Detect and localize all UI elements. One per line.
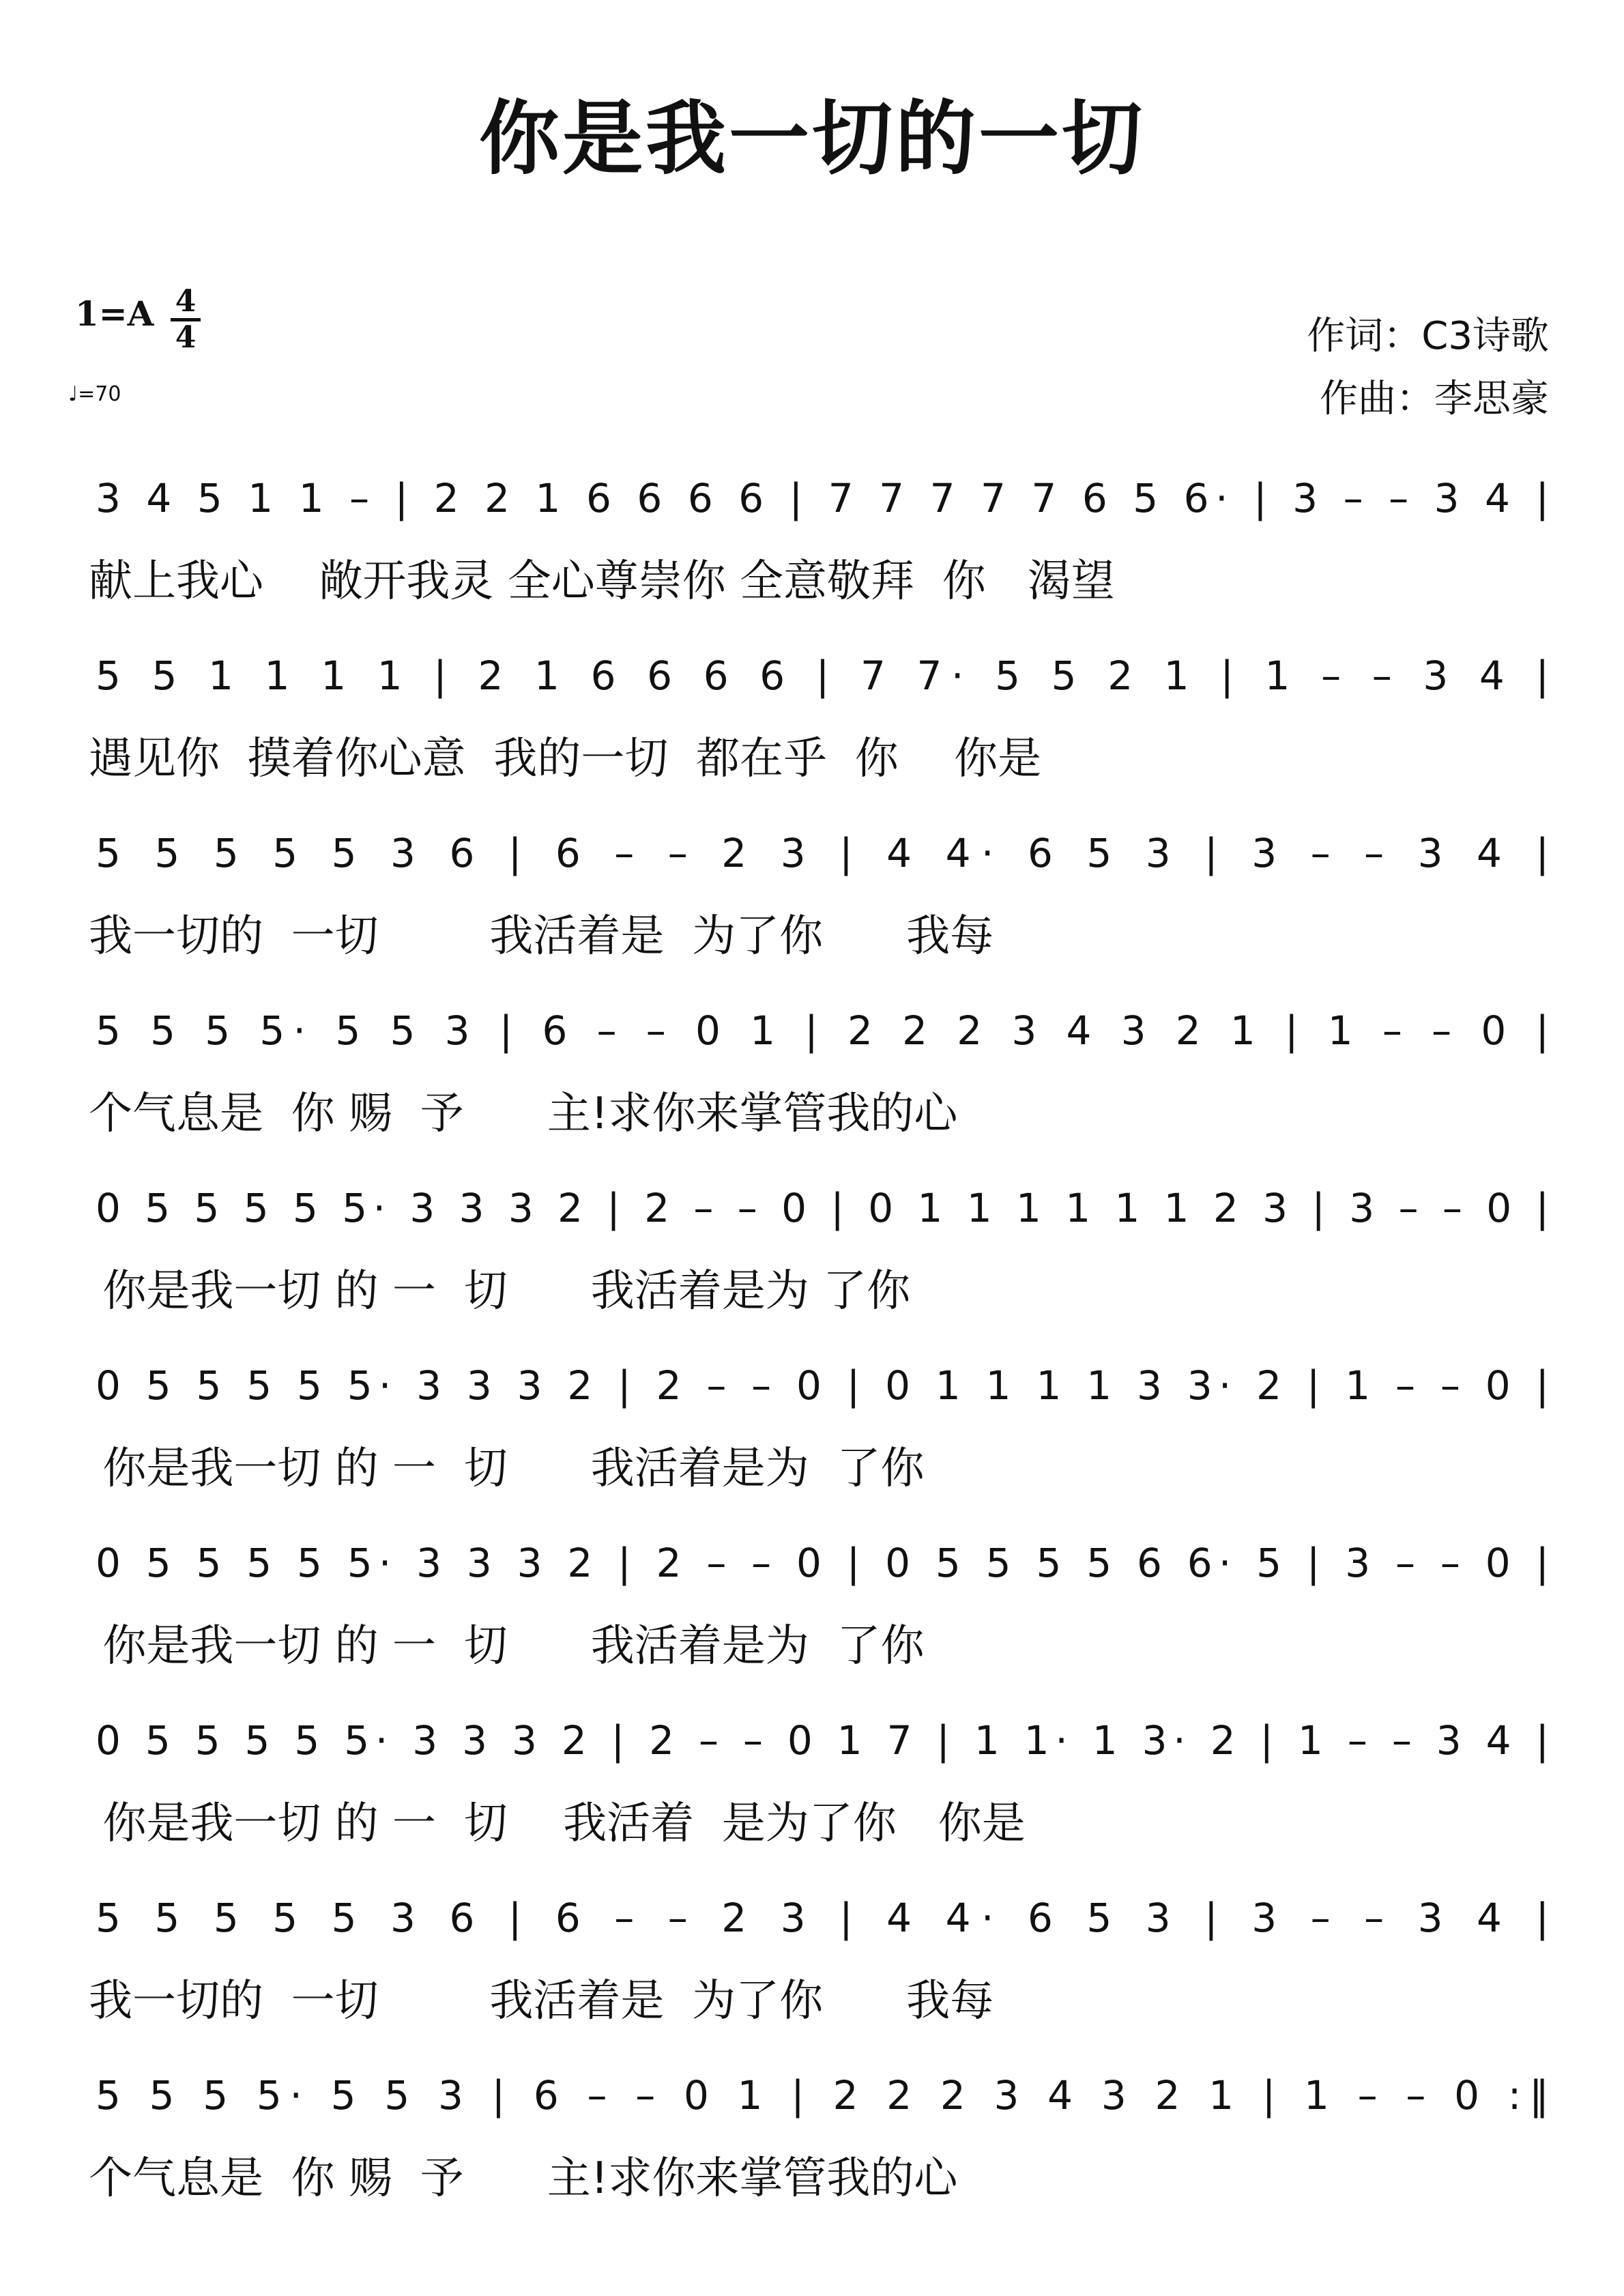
lyric-line: 遇见你 摸着你心意 我的一切 都在乎 你 你是 (89, 734, 1042, 784)
key-signature: 1=A (75, 293, 154, 334)
notation-line: 0 5 5 5 5 5· 3 3 3 2 | 2 – – 0 | 0 1 1 1 1 1 1 2 3 | 3 – – 0 | (96, 1185, 1549, 1231)
lyricist-credit: 作词：C3诗歌 (1307, 314, 1549, 358)
time-signature-bottom: 4 (175, 320, 197, 355)
lyric-line: 献上我心 敞开我灵 全心尊崇你 全意敬拜 你 渴望 (89, 556, 1115, 607)
notation-line: 0 5 5 5 5 5· 3 3 3 2 | 2 – – 0 | 0 1 1 1 1 3 3· 2 | 1 – – 0 | (96, 1362, 1549, 1409)
composer-credit: 作曲：李思豪 (1320, 377, 1549, 421)
lyric-line: 你是我一切 的 一 切 我活着是为 了你 (89, 1266, 911, 1317)
notation-line: 0 5 5 5 5 5· 3 3 3 2 | 2 – – 0 1 7 | 1 1· 1 3· 2 | 1 – – 3 4 | (96, 1717, 1549, 1764)
lyric-line: 你是我一切 的 一 切 我活着 是为了你 你是 (89, 1798, 1026, 1849)
notation-line: 5 5 5 5· 5 5 3 | 6 – – 0 1 | 2 2 2 3 4 3 2 1 | 1 – – 0 | (96, 1007, 1549, 1054)
lyric-line: 个气息是 你 赐 予 主!求你来掌管我的心 (89, 2153, 958, 2204)
tempo-marking: ♩=70 (68, 382, 121, 406)
lyric-line: 你是我一切 的 一 切 我活着是为 了你 (89, 1444, 925, 1494)
time-signature-top: 4 (175, 284, 197, 319)
notation-line: 5 5 1 1 1 1 | 2 1 6 6 6 6 | 7 7· 5 5 2 1 | 1 – – 3 4 | (96, 652, 1550, 699)
lyric-line: 我一切的 一切 我活着是 为了你 我每 (89, 1976, 994, 2026)
notation-line: 3 4 5 1 1 – | 2 2 1 6 6 6 6 | 7 7 7 7 7 6 5 6· | 3 – – 3 4 | (96, 475, 1550, 521)
lyric-line: 个气息是 你 赐 予 主!求你来掌管我的心 (89, 1089, 958, 1139)
notation-line: 5 5 5 5 5 3 6 | 6 – – 2 3 | 4 4· 6 5 3 | 3 – – 3 4 | (96, 1895, 1549, 1941)
notation-line: 5 5 5 5 5 3 6 | 6 – – 2 3 | 4 4· 6 5 3 | 3 – – 3 4 | (96, 830, 1549, 876)
lyric-line: 你是我一切 的 一 切 我活着是为 了你 (89, 1621, 925, 1671)
lyric-line: 我一切的 一切 我活着是 为了你 我每 (89, 911, 994, 962)
notation-line: 0 5 5 5 5 5· 3 3 3 2 | 2 – – 0 | 0 5 5 5 5 6 6· 5 | 3 – – 0 | (96, 1540, 1549, 1586)
notation-line: 5 5 5 5· 5 5 3 | 6 – – 0 1 | 2 2 2 3 4 3 2 1 | 1 – – 0 :‖ (96, 2072, 1550, 2119)
page-title: 你是我一切的一切 (478, 91, 1145, 186)
